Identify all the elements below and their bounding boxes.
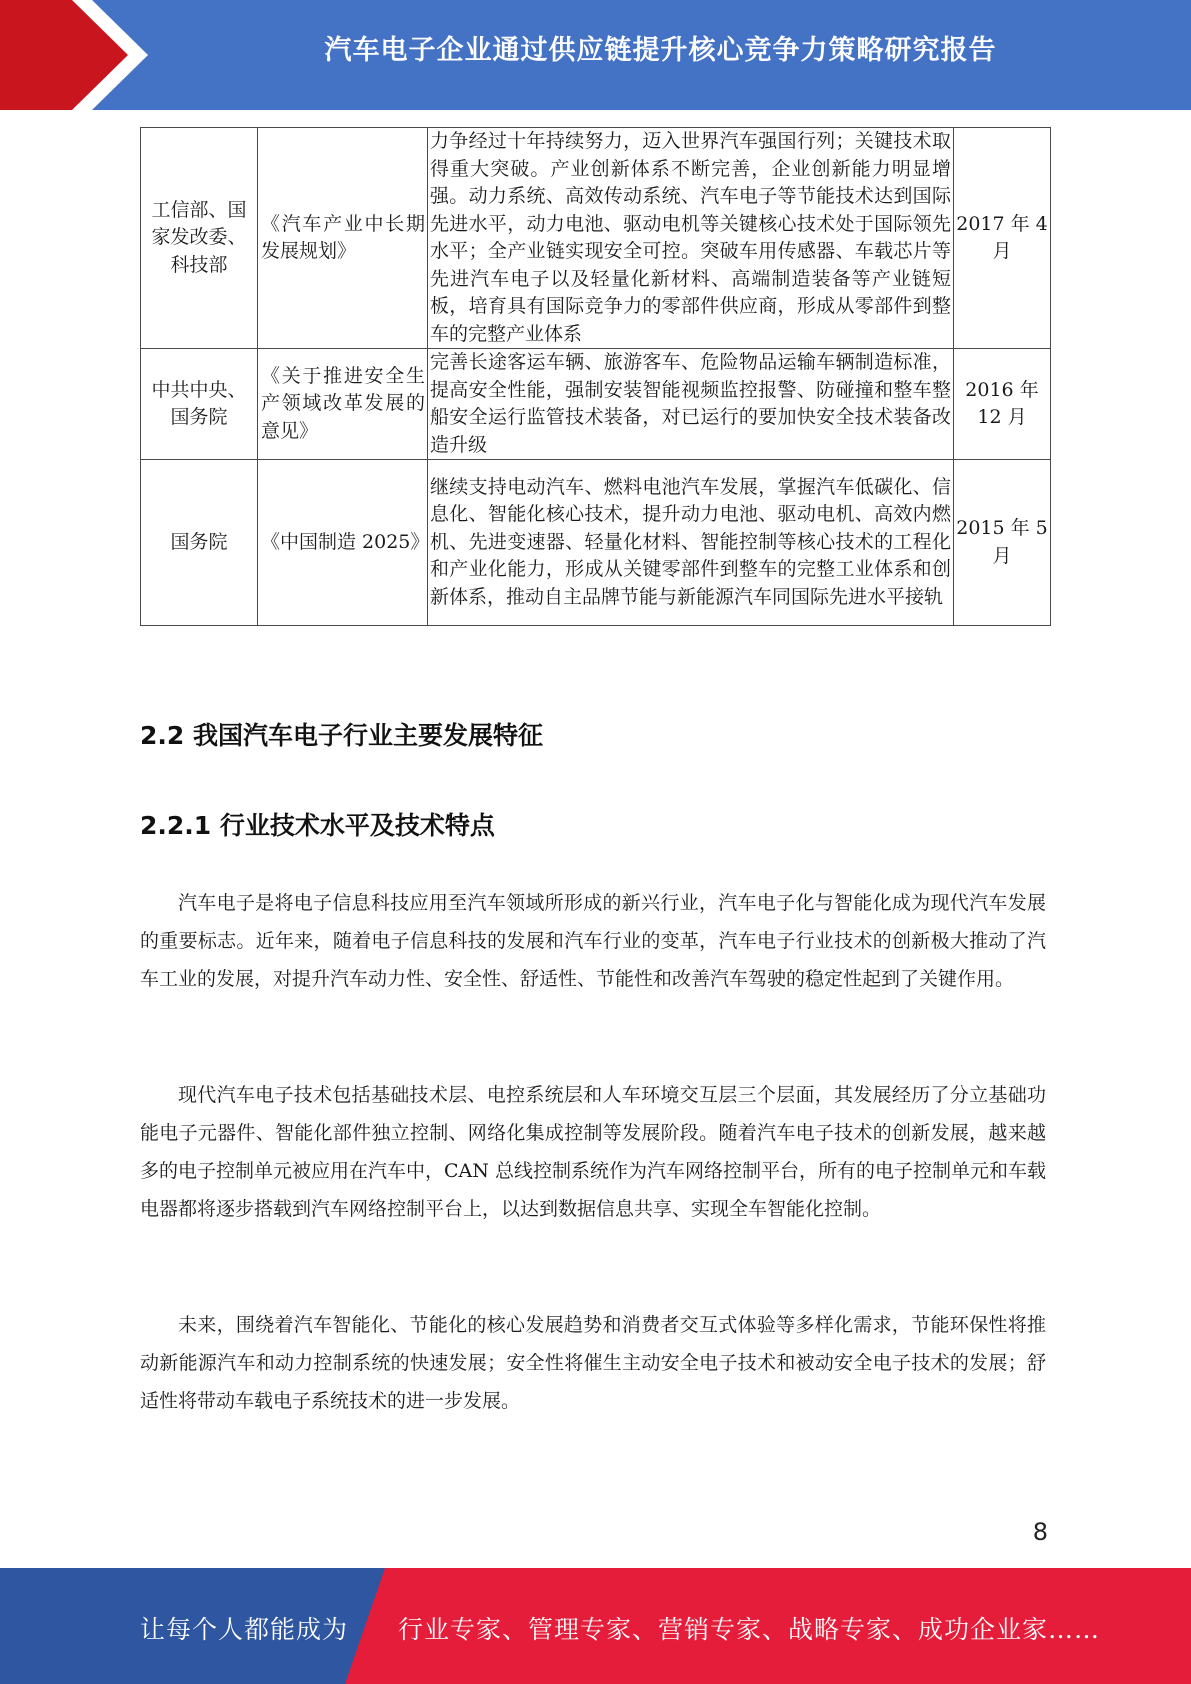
table-cell-doc: 《汽车产业中长期发展规划》 [258, 128, 428, 349]
body-paragraph: 现代汽车电子技术包括基础技术层、电控系统层和人车环境交互层三个层面，其发展经历了分立基础功能电子元器件、智能化部件独立控制、网络化集成控制等发展阶段。随着汽车电子技术的创新发展，越来越多的电子控制单元被应用在汽车中，CAN 总线控制系统作为汽车网络控制平台，所有的电子控制单元和车载电器都将逐步搭载到汽车网络控制平台上，以达到数据信息共享、实现全车智能化控制。 [140, 1084, 1046, 1220]
table-cell-date: 2015 年 5 月 [954, 460, 1051, 626]
body-paragraph: 汽车电子是将电子信息科技应用至汽车领域所形成的新兴行业，汽车电子化与智能化成为现代汽车发展的重要标志。近年来，随着电子信息科技的发展和汽车行业的变革，汽车电子行业技术的创新极大推动了汽车工业的发展，对提升汽车动力性、安全性、舒适性、节能性和改善汽车驾驶的稳定性起到了关键作用。 [140, 892, 1046, 990]
footer-slogan-right: 行业专家、管理专家、营销专家、战略专家、成功企业家…… [398, 1615, 1101, 1644]
table-cell-dept: 国务院 [141, 460, 258, 626]
table-row [141, 128, 1051, 349]
table-cell-date: 2017 年 4 月 [954, 128, 1051, 349]
page-header [0, 0, 1191, 110]
table-cell-content: 完善长途客运车辆、旅游客车、危险物品运输车辆制造标准，提高安全性能，强制安装智能视频监控报警、防碰撞和整车整船安全运行监管技术装备，对已运行的要加快安全技术装备改造升级 [428, 349, 954, 460]
footer-slogan-left: 让每个人都能成为 [140, 1615, 349, 1644]
body-paragraph: 未来，围绕着汽车智能化、节能化的核心发展趋势和消费者交互式体验等多样化需求，节能环保性将推动新能源汽车和动力控制系统的快速发展；安全性将催生主动安全电子技术和被动安全电子技术的发展；舒适性将带动车载电子系统技术的进一步发展。 [140, 1314, 1046, 1412]
table-cell-content: 力争经过十年持续努力，迈入世界汽车强国行列；关键技术取得重大突破。产业创新体系不断完善，企业创新能力明显增强。动力系统、高效传动系统、汽车电子等节能技术达到国际先进水平，动力电池、驱动电机等关键核心技术处于国际领先水平；全产业链实现安全可控。突破车用传感器、车载芯片等先进汽车电子以及轻量化新材料、高端制造装备等产业链短板，培育具有国际竞争力的零部件供应商，形成从零部件到整车的完整产业体系 [428, 128, 954, 349]
table-cell-doc: 《中国制造 2025》 [258, 460, 428, 626]
page-number: 8 [1032, 1518, 1048, 1546]
policy-table [140, 127, 1051, 626]
table-cell-dept: 工信部、国家发改委、科技部 [141, 128, 258, 349]
table-row [141, 460, 1051, 626]
report-title: 汽车电子企业通过供应链提升核心竞争力策略研究报告 [324, 35, 997, 66]
table-cell-content: 继续支持电动汽车、燃料电池汽车发展，掌握汽车低碳化、信息化、智能化核心技术，提升动力电池、驱动电机、高效内燃机、先进变速器、轻量化材料、智能控制等核心技术的工程化和产业化能力，形成从关键零部件到整车的完整工业体系和创新体系，推动自主品牌节能与新能源汽车同国际先进水平接轨 [428, 460, 954, 626]
page-footer [0, 1568, 1191, 1684]
table-row [141, 349, 1051, 460]
table-cell-doc: 《关于推进安全生产领域改革发展的意见》 [258, 349, 428, 460]
table-cell-dept: 中共中央、国务院 [141, 349, 258, 460]
section-heading: 2.2 我国汽车电子行业主要发展特征 [140, 721, 543, 750]
table-cell-date: 2016 年 12 月 [954, 349, 1051, 460]
subsection-heading: 2.2.1 行业技术水平及技术特点 [140, 811, 495, 840]
